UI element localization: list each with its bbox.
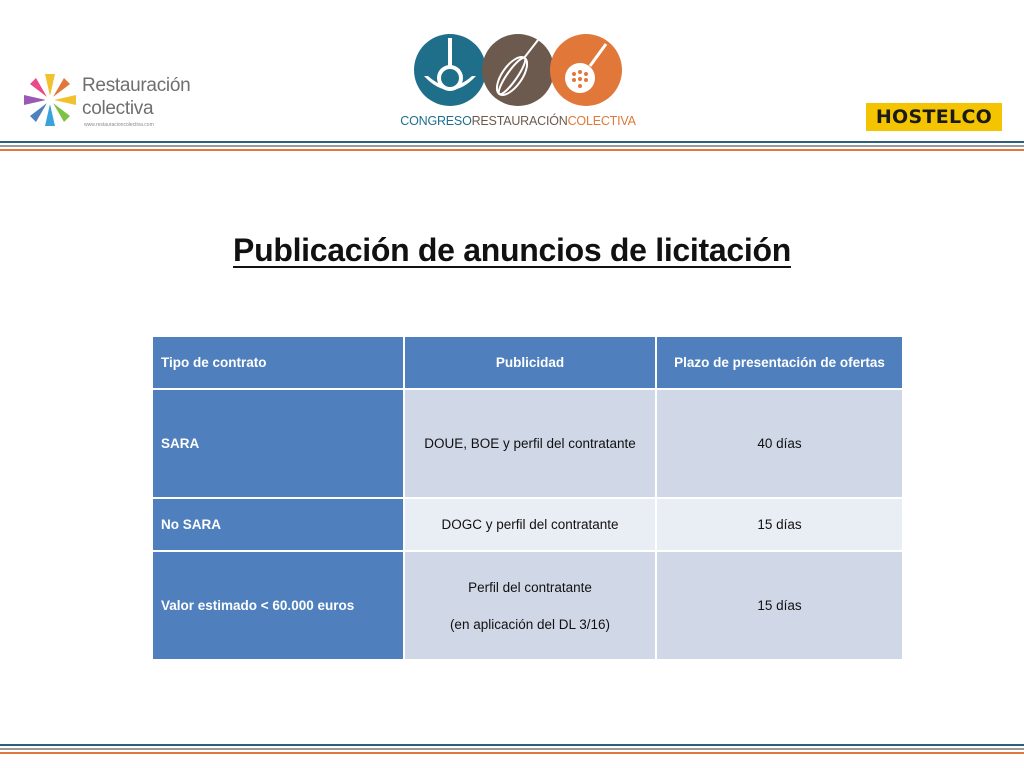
- congreso-word: CONGRESO: [400, 114, 472, 128]
- ladle-icon: [414, 34, 486, 106]
- column-header: Publicidad: [405, 337, 657, 390]
- licitacion-table: [153, 337, 904, 661]
- cell-line: Perfil del contratante: [468, 579, 592, 595]
- table-cell: DOGC y perfil del contratante: [405, 499, 657, 552]
- logo-text-line2: colectiva: [82, 98, 154, 119]
- hostelco-text: HOSTELCO: [875, 106, 993, 128]
- table-row: [153, 552, 904, 661]
- cell-line: (en aplicación del DL 3/16): [449, 616, 611, 632]
- row-header: SARA: [153, 390, 405, 499]
- restauracion-colectiva-logo: [20, 68, 191, 134]
- table-cell: 15 días: [657, 552, 904, 661]
- colectiva-word: COLECTIVA: [567, 114, 636, 128]
- table-row: [153, 499, 904, 552]
- flower-logo-icon: [20, 68, 84, 132]
- table-cell: DOUE, BOE y perfil del contratante: [405, 390, 657, 499]
- stripe: [0, 752, 1024, 754]
- logo-url: www.restauracioncolectiva.com: [84, 122, 154, 128]
- skimmer-icon: [550, 34, 622, 106]
- table-header-row: [153, 337, 904, 390]
- stripe: [0, 748, 1024, 750]
- column-header: Plazo de presentación de ofertas: [657, 337, 904, 390]
- table-cell: [405, 552, 657, 661]
- column-header: Tipo de contrato: [153, 337, 405, 390]
- congreso-wordmark: [398, 114, 638, 128]
- table-cell: 40 días: [657, 390, 904, 499]
- hostelco-logo: [866, 103, 1002, 131]
- whisk-icon: [482, 34, 554, 106]
- row-header: Valor estimado < 60.000 euros: [153, 552, 405, 661]
- top-stripes: [0, 141, 1024, 153]
- restauracion-word: RESTAURACIÓN: [471, 114, 568, 128]
- stripe: [0, 141, 1024, 143]
- congreso-circles: [414, 32, 622, 110]
- table-row: [153, 390, 904, 499]
- stripe: [0, 744, 1024, 746]
- row-header: No SARA: [153, 499, 405, 552]
- congreso-logo: [398, 30, 638, 130]
- bottom-stripes: [0, 744, 1024, 756]
- table-cell: 15 días: [657, 499, 904, 552]
- page-title: Publicación de anuncios de licitación: [233, 232, 791, 268]
- stripe: [0, 145, 1024, 147]
- stripe: [0, 149, 1024, 151]
- logo-text-line1: Restauración: [82, 75, 191, 96]
